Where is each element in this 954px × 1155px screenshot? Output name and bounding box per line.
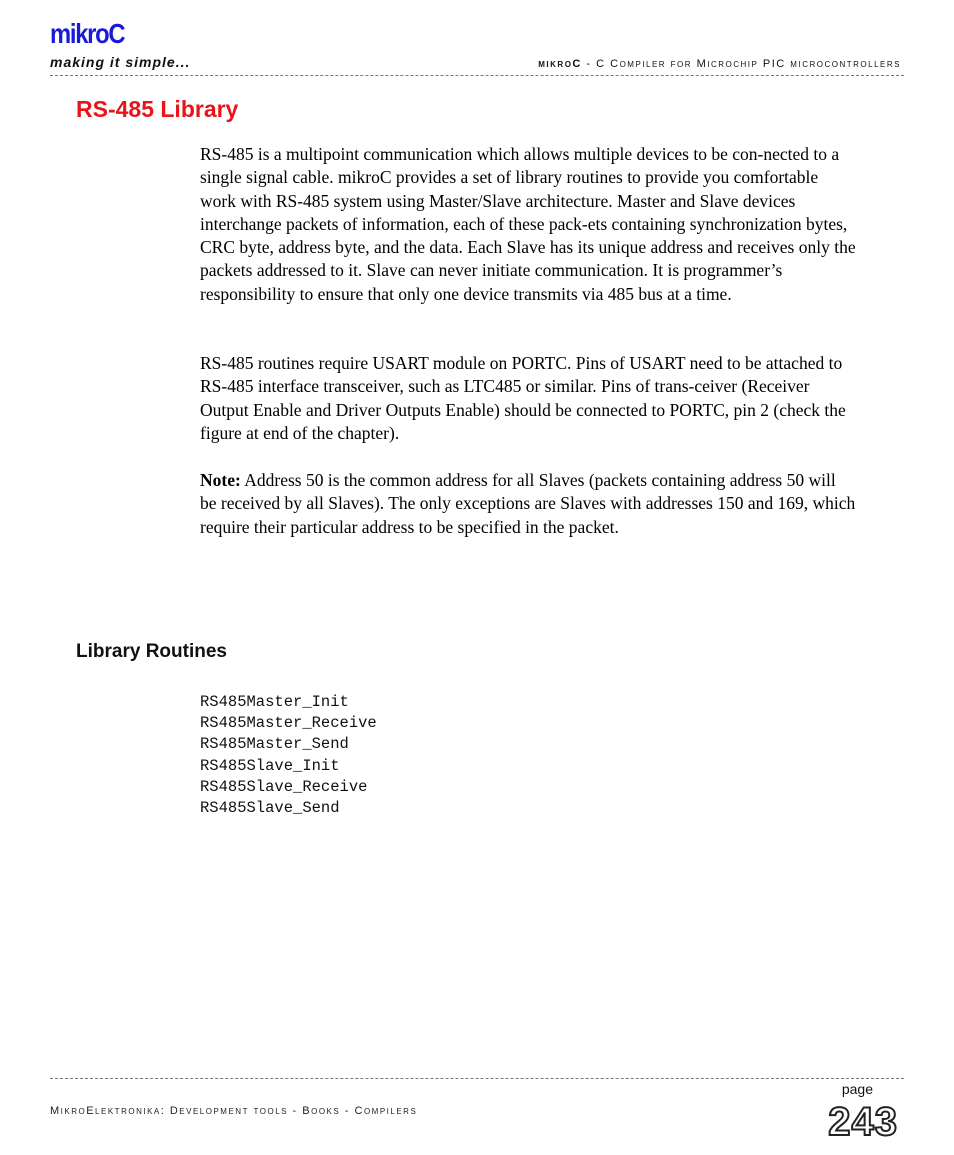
tagline: making it simple... [50, 54, 191, 70]
usart-paragraph [200, 352, 856, 445]
footer-divider [50, 1078, 904, 1079]
page-number: 243 [828, 1100, 898, 1144]
routine-item: RS485Slave_Send [200, 799, 340, 818]
routine-item: RS485Master_Send [200, 735, 349, 754]
paragraph-text: RS-485 routines require USART module on PORTC. Pins of USART need to be attached to RS-485 interface transceiver, such as LTC485 or similar. Pins of trans-ceiver (Receiver Output Enable and Driver Outputs Enable) should be connected to PORTC, pin 2 (check the figure at end of the chapter). [200, 353, 846, 443]
routine-item: RS485Master_Receive [200, 714, 377, 733]
running-header [538, 58, 901, 70]
note-label: Note: [200, 470, 241, 490]
paragraph-text: RS-485 is a multipoint communication which allows multiple devices to be con-nected to a single signal cable. mikroC provides a set of library routines to provide you comfortable work with RS-485 system using Master/Slave architecture. Master and Slave devices interchange packets of information, each of these pack-ets containing synchronization bytes, CRC byte, address byte, and the data. Each Slave has its unique address and receives only the packets addressed to it. Slave can never initiate communication. It is programmer’s responsibility to ensure that only one device transmits via 485 bus at a time. [200, 144, 856, 304]
header-divider [50, 75, 904, 76]
routine-item: RS485Slave_Init [200, 756, 340, 775]
running-header-text: - C Compiler for Microchip PIC microcontrollers [581, 58, 901, 70]
note-paragraph [200, 469, 856, 539]
footer-text: MikroElektronika: Development tools - Books - Compilers [50, 1105, 418, 1117]
intro-paragraph [200, 143, 856, 306]
routine-item: RS485Master_Init [200, 693, 349, 711]
routine-item: RS485Slave_Receive [200, 777, 368, 796]
section-title: RS-485 Library [76, 96, 239, 122]
routines-heading: Library Routines [76, 641, 227, 662]
running-header-product: mikroC [538, 58, 582, 70]
note-text: Address 50 is the common address for all Slaves (packets containing address 50 will be received by all Slaves). The only exceptions are Slaves with addresses 150 and 169, which require their particular address to be specified in the packet. [200, 470, 856, 537]
page-label: page [841, 1081, 873, 1097]
routines-list [200, 692, 377, 819]
logo: mikroC [50, 18, 125, 49]
